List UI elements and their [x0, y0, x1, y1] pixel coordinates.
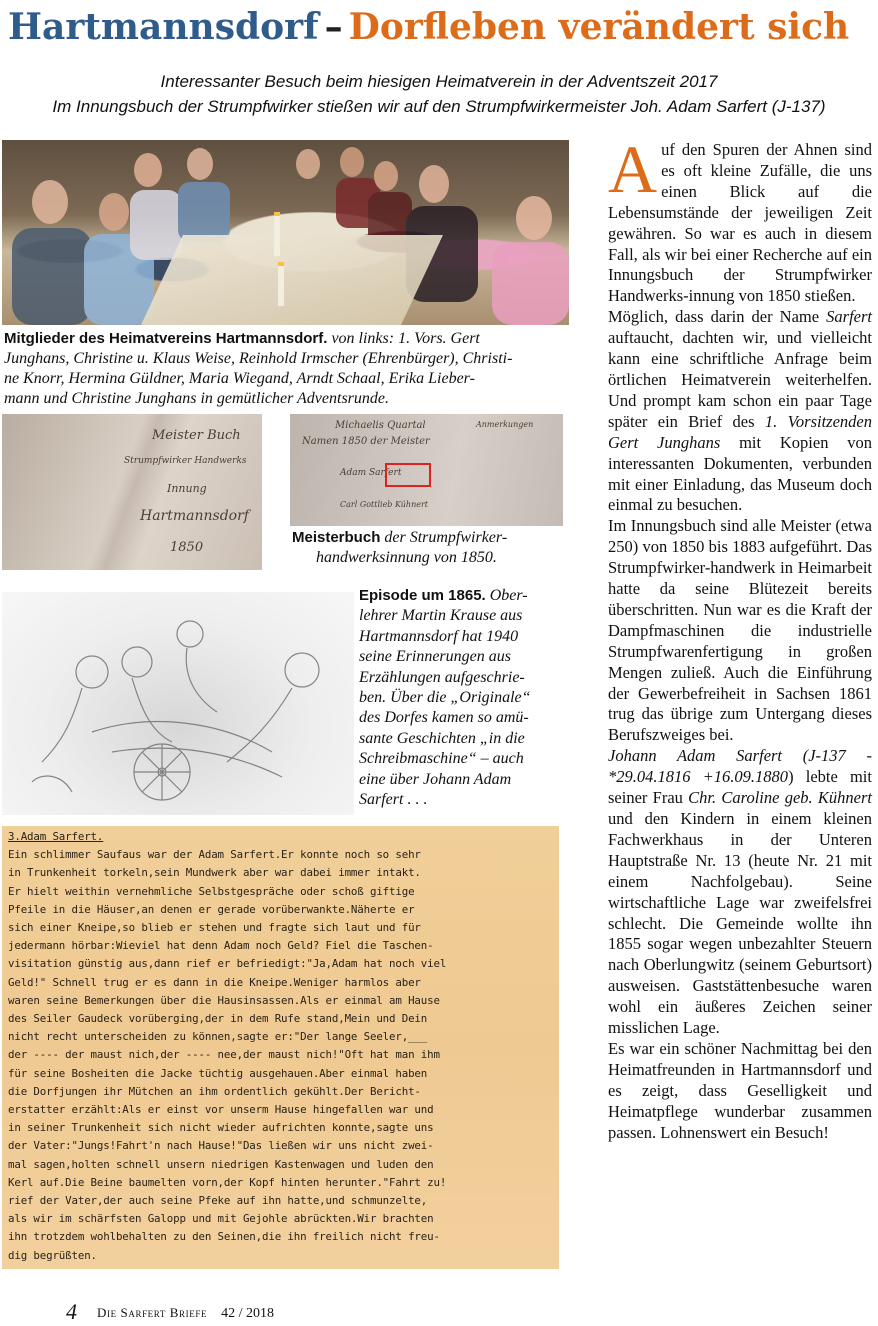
article-text: auftaucht, dachten wir, und vielleicht kann eine schriftliche Anfrage beim örtlichen Heimatverein weiterhelfen. Und prompt kam schon ein paar Tage später ein Brief des: [608, 328, 872, 431]
typewritten-story: [2, 826, 559, 1269]
typewritten-line: für seine Bosheiten die Jacke tüchtig ausgehauen.Aber einmal haben: [8, 1066, 428, 1080]
typewritten-line: erstatter erzählt:Als er einst vor unserm Hause hingefallen war und: [8, 1103, 434, 1117]
photo-caption-line: ne Knorr, Hermina Güldner, Maria Wiegand, Arndt Schaal, Erika Lieber-: [4, 370, 475, 387]
episode-caption-line: Ober-: [489, 587, 528, 604]
magazine-name: Die Sarfert Briefe: [97, 1305, 208, 1320]
book-line: Strumpfwirker Handwerks: [124, 456, 247, 466]
page-title: [8, 6, 878, 56]
typewritten-line: visitation günstig aus,dann rief er befriedigt:"Ja,Adam hat noch viel: [8, 957, 447, 971]
article-paragraph-5: [608, 1039, 872, 1144]
typewritten-line: des Seiler Gaudeck vorüberging,der in dem Rufe stand,Mein und Dein: [8, 1012, 428, 1026]
typewritten-line: jedermann hörbar:Wieviel hat denn Adam noch Geld? Fiel die Taschen-: [8, 939, 434, 953]
article-text: Es war ein schöner Nachmittag bei den Heimatfreunden in Hartmannsdorf und es zeigt, dass Geselligkeit und Heimatpflege wunderbar zusammen passen. Lohnenswert ein Besuch!: [608, 1038, 872, 1142]
typewritten-text: [8, 828, 556, 1265]
ledger-line: Michaelis Quartal: [335, 420, 426, 431]
pencil-sketch-cart: [2, 592, 354, 815]
typewritten-line: die Dorfjungen ihr Mütchen an ihm ordentlich gekühlt.Der Bericht-: [8, 1084, 421, 1098]
typewritten-line: rief der Vater,der auch seine Pfeke auf ihn hatte,und schmunzelte,: [8, 1194, 428, 1208]
article-text-italic: Sarfert: [826, 307, 872, 327]
episode-caption-line: sante Geschichten „in die: [359, 729, 525, 747]
book-line: Innung: [167, 482, 207, 495]
photo-caption-line: Junghans, Christine u. Klaus Weise, Reinhold Irmscher (Ehrenbürger), Christi-: [4, 350, 513, 367]
article-text: uf den Spuren der Ahnen sind es oft kleine Zufälle, die uns einen Blick auf die Lebensumstände der jeweiligen Zeit gewähren. So war es auch in diesem Fall, als wir bei einer Recherche auf ein Innungsbuch der Strumpfwirker Handwerks-innung von 1850 stießen.: [608, 140, 872, 306]
article-text-italic: 1. Vorsitzenden Gert Junghans: [608, 411, 872, 452]
article-text-italic: Johann Adam Sarfert (J-137 - *29.04.1816 +16.09.1880: [608, 746, 872, 787]
article-paragraph-4: [608, 746, 872, 1039]
typewritten-line: Kerl auf.Die Beine baumelten vorn,der Kopf hinten herunter."Fahrt zu!: [8, 1175, 447, 1189]
sarfert-highlight-box: [385, 463, 431, 487]
episode-caption-line: lehrer Martin Krause aus: [359, 607, 523, 625]
typewritten-line: mal sagen,holten schnell unsern niedrigen Kastenwagen und luden den: [8, 1157, 434, 1171]
typewritten-line: als wir im schärfsten Galopp und mit Gejohle abrückten.Wir brachten: [8, 1212, 434, 1226]
page-footer: [66, 1299, 274, 1325]
subtitle-line-1: Interessanter Besuch beim hiesigen Heimatverein in der Adventszeit 2017: [160, 72, 718, 91]
meisterbuch-title-page: [2, 414, 262, 570]
episode-caption-line: des Dorfes kamen so amü-: [359, 709, 529, 727]
meisterbuch-caption-line: handwerksinnung von 1850.: [316, 549, 497, 566]
typewritten-line: waren seine Bemerkungen über die Hausinsassen.Als er einmal am Hause: [8, 993, 440, 1007]
typewritten-line: der ---- der maust nich,der ---- nee,der maust nich!"Oft hat man ihm: [8, 1048, 440, 1062]
photo-caption: [4, 329, 564, 409]
ledger-line: Namen 1850 der Meister: [302, 436, 430, 447]
typewritten-line: in seiner Trunkenheit sich nicht wieder aufrichten konnte,sagte uns: [8, 1121, 434, 1135]
ledger-line: Adam Sarfert: [340, 468, 402, 478]
meisterbuch-ledger-page: [290, 414, 563, 526]
episode-caption-line: Schreibmaschine“ – auch: [359, 750, 524, 768]
photo-caption-line: von links: 1. Vors. Gert: [331, 330, 480, 347]
episode-caption-line: Sarfert . . .: [359, 791, 428, 809]
meisterbuch-caption: [292, 528, 564, 568]
article-paragraph-2: [608, 307, 872, 516]
meisterbuch-caption-line: der Strumpfwirker-: [384, 529, 508, 546]
book-line: 1850: [170, 540, 204, 555]
typewritten-line: Ein schlimmer Saufaus war der Adam Sarfert.Er konnte noch so sehr: [8, 848, 421, 862]
episode-caption-line: Hartmannsdorf hat 1940: [359, 627, 519, 645]
book-line: Hartmannsdorf: [140, 508, 249, 524]
article-text: ) lebte mit seiner Frau: [608, 767, 872, 808]
book-line: Meister Buch: [152, 428, 241, 443]
ledger-line: Carl Gottlieb Kühnert: [340, 500, 428, 509]
typewritten-line: in Trunkenheit torkeln,sein Mundwerk aber war dabei immer intakt.: [8, 866, 421, 880]
typewritten-line: Pfeile in die Häuser,an denen er gerade vorüberwankte.Näherte er: [8, 902, 415, 916]
article-text: mit Kopien von interessanten Dokumenten, verbunden mit einer Einladung, das Museum doch einmal zu besuchen.: [608, 432, 873, 515]
typewritten-line: dig begrüßten.: [8, 1248, 97, 1262]
episode-caption-line: seine Erinnerungen aus: [359, 648, 511, 666]
article-paragraph-1: [608, 131, 872, 307]
photo-candle: [278, 262, 284, 306]
typewritten-line: ihn trotzdem wohlbehalten zu den Seinen,die ihn freilich nicht freu-: [8, 1230, 440, 1244]
typewritten-line: nicht recht unterscheiden zu können,sagte er:"Der lange Seeler,___: [8, 1030, 428, 1044]
title-dash: –: [324, 6, 343, 48]
club-members-photo: [2, 140, 569, 325]
photo-caption-title: Mitglieder des Heimatvereins Hartmannsdorf.: [4, 330, 328, 347]
episode-caption-line: ben. Über die „Originale“: [359, 689, 531, 707]
photo-candle: [274, 212, 280, 256]
meisterbuch-caption-title: Meisterbuch: [292, 529, 381, 546]
article-text: Im Innungsbuch sind alle Meister (etwa 250) von 1850 bis 1883 aufgeführt. Das Strumpfwirker-handwerk in Heimarbeit hatte da seine Blütezeit bereits überschritten. Nun war es die Kraft der Dampfmaschinen die industrielle Strumpfwarenfertigung in großen Mengen zuließ. Auch die Einführung der Gewerbefreiheit in Sachsen 1861 trug das übrige zum Untergang dieses Berufszweiges bei.: [608, 516, 872, 745]
article-text: und den Kindern in einem kleinen Fachwerkhaus in der Unteren Hauptstraße Nr. 13 (heute Nr. 21 mit einem Nachfolgebau). Seine wirtschaftliche Lage war zweifelsfrei schlecht. Die Gemeinde wollte ihn 1855 sogar wegen unbezahlter Steuern nach Oberlungwitz (seinem Geburtsort) ausweisen. Gaststättenbesuche waren wohl ein äußeres Zeichen seiner misslichen Lage.: [608, 809, 872, 1038]
drop-cap: A: [608, 131, 658, 207]
title-theme: Dorfleben verändert sich: [348, 6, 850, 48]
episode-caption: [359, 586, 564, 810]
article-text-italic: Chr. Caroline geb. Kühnert: [688, 788, 872, 808]
episode-caption-title: Episode um 1865.: [359, 587, 486, 604]
article-text: Möglich, dass darin der Name: [608, 307, 827, 327]
title-place: Hartmannsdorf: [8, 6, 319, 48]
ledger-line: Anmerkungen: [476, 420, 534, 429]
typewritten-line: Er hielt weithin vernehmliche Selbstgespräche oder schoß giftige: [8, 884, 415, 898]
typewritten-line: der Vater:"Jungs!Fahrt'n nach Hause!"Das ließen wir uns nicht zwei-: [8, 1139, 434, 1153]
typewritten-line: sich einer Kneipe,so blieb er stehen und fragte sich laut und für: [8, 921, 421, 935]
photo-table: [141, 235, 443, 325]
episode-caption-line: Erzählungen aufgeschrie-: [359, 668, 525, 686]
page-number: 4: [66, 1299, 77, 1324]
typewritten-heading: 3.Adam Sarfert.: [8, 830, 104, 843]
sketch-drawing: [2, 592, 354, 815]
article-column: [608, 131, 873, 1144]
typewritten-line: Geld!" Schnell trug er es dann in die Kneipe.Weniger harmlos aber: [8, 975, 421, 989]
article-paragraph-3: [608, 516, 872, 746]
issue-number: 42 / 2018: [221, 1306, 274, 1321]
subtitle-line-2: Im Innungsbuch der Strumpfwirker stießen wir auf den Strumpfwirkermeister Joh. Adam Sarfert (J-137): [52, 97, 826, 116]
photo-caption-line: mann und Christine Junghans in gemütlicher Adventsrunde.: [4, 390, 389, 407]
episode-caption-line: eine über Johann Adam: [359, 770, 512, 788]
